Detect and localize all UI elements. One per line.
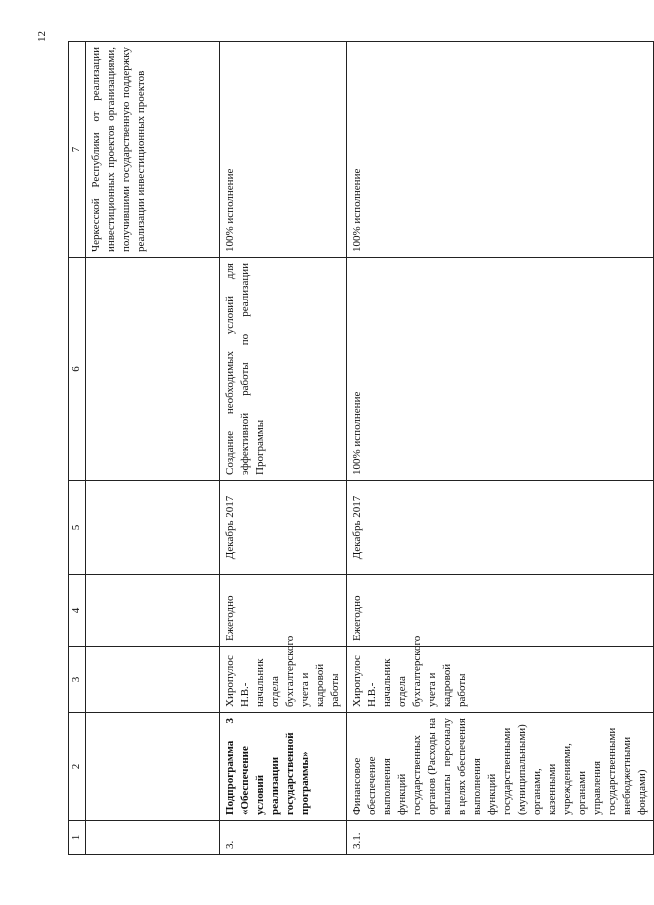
header-cell-6: 6	[69, 258, 86, 481]
table-row	[220, 42, 347, 855]
status: 100% исполнение	[347, 42, 654, 258]
rotated-table-container	[68, 42, 648, 855]
program-table	[68, 41, 654, 855]
expected-result: Создание необходимых условий для эффективной работы по реализации Программы	[220, 258, 347, 481]
status: 100% исполнение	[220, 42, 347, 258]
header-cell-7: 7	[69, 42, 86, 258]
row-number: 3.	[220, 821, 347, 855]
period: Ежегодно	[347, 575, 654, 647]
header-cell-4: 4	[69, 575, 86, 647]
deadline: Декабрь 2017	[347, 481, 654, 575]
row-number: 3.1.	[347, 821, 654, 855]
responsible: Хиропулос Н.В.- начальник отдела бухгалтерского учета и кадровой работы	[347, 647, 654, 713]
deadline	[86, 481, 220, 575]
activity-name: Подпрограмма 3 «Обеспечение условий реализации государственной программы»	[220, 713, 347, 821]
activity-name: Финансовое обеспечение выполнения функций государственных органов (Расходы на выплаты персоналу в целях обеспечения выполнения функций государственными (муниципальными) органами, казенными учреждениями, органами управления государственными внебюджетными фондами)	[347, 713, 654, 821]
header-cell-1: 1	[69, 821, 86, 855]
page-number: 12	[36, 31, 48, 42]
status: Черкесской Республики от реализации инвестиционных проектов организациями, получившими государственную поддержку реализации инвестиционных проектов	[86, 42, 220, 258]
responsible	[86, 647, 220, 713]
header-cell-5: 5	[69, 481, 86, 575]
table-row	[86, 42, 220, 855]
activity-name	[86, 713, 220, 821]
header-row	[69, 42, 86, 855]
expected-result	[86, 258, 220, 481]
period	[86, 575, 220, 647]
period: Ежегодно	[220, 575, 347, 647]
row-number	[86, 821, 220, 855]
header-cell-2: 2	[69, 713, 86, 821]
deadline: Декабрь 2017	[220, 481, 347, 575]
expected-result: 100% исполнение	[347, 258, 654, 481]
responsible: Хиропулос Н.В.- начальник отдела бухгалтерского учета и кадровой работы	[220, 647, 347, 713]
header-cell-3: 3	[69, 647, 86, 713]
table-row	[347, 42, 654, 855]
